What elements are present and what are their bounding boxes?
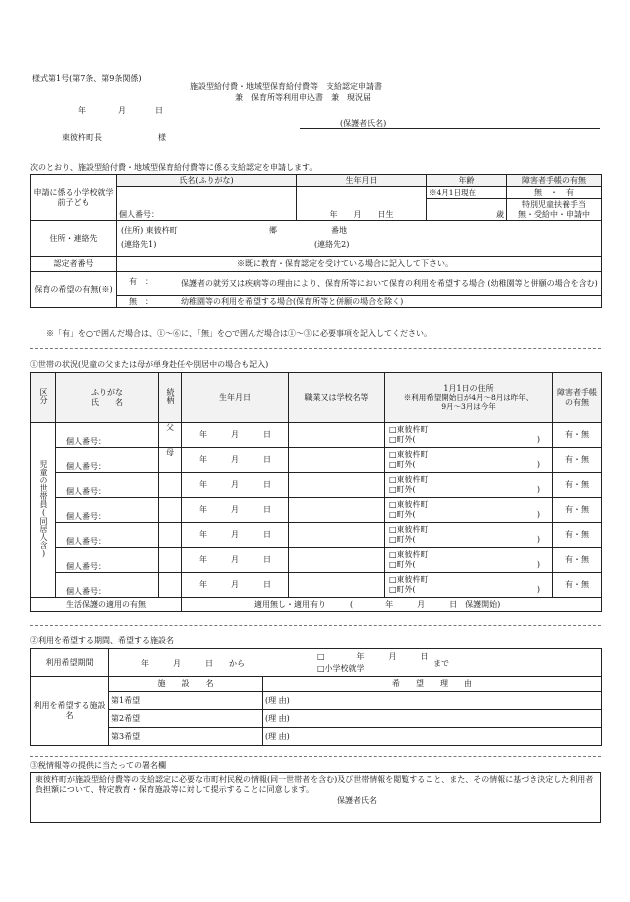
- member-addr-4[interactable]: □東彼杵町 □町外( ): [385, 498, 553, 523]
- member-dob-2[interactable]: 年 月 日: [182, 448, 289, 473]
- date-day: 日: [155, 106, 163, 115]
- member-dob-5[interactable]: 年 月 日: [182, 523, 289, 548]
- allowance-cell[interactable]: [507, 199, 602, 221]
- cert-label: 認定者番号: [31, 257, 117, 272]
- address-go: 郷: [269, 225, 277, 235]
- member-addr-5[interactable]: □東彼杵町 □町外( ): [385, 523, 553, 548]
- member-hb-5[interactable]: 有・無: [553, 523, 602, 548]
- member-name-4[interactable]: 個人番号：: [56, 498, 159, 523]
- h-kubun: 区分: [31, 373, 56, 423]
- member-dob-7[interactable]: 年 月 日: [182, 573, 289, 598]
- title-line-1: 施設型給付費・地域型保育給付費等 支給認定申請書: [190, 82, 382, 91]
- hope-yes: 有 ：: [129, 277, 153, 286]
- divider: [30, 348, 601, 349]
- member-rel-1[interactable]: 父: [159, 423, 182, 448]
- choice-3[interactable]: 第3希望: [109, 728, 263, 746]
- allowance-header: 特別児童扶養手当: [522, 199, 586, 209]
- hope-yes-text: 保護者の就労又は疾病等の理由により、保育所等において保育の利用を希望する場合 (幼稚園等と併願の場合を含む): [181, 278, 598, 288]
- member-hb-4[interactable]: 有・無: [553, 498, 602, 523]
- household-table: [30, 372, 602, 612]
- reason-3[interactable]: (理 由): [263, 728, 602, 746]
- cert-cell[interactable]: ※既に教育・保育認定を受けている場合に記入して下さい。: [117, 257, 602, 272]
- member-addr-1[interactable]: □東彼杵町 □町外( ): [385, 423, 553, 448]
- member-dob-3[interactable]: 年 月 日: [182, 473, 289, 498]
- period-to-date: □ 年 月 日: [317, 651, 429, 661]
- facility-label: 利用を希望する施設名: [31, 677, 109, 746]
- member-rel-5[interactable]: [159, 523, 182, 548]
- member-hb-7[interactable]: 有・無: [553, 573, 602, 598]
- child-table: [30, 174, 602, 308]
- addressee-suffix: 様: [158, 133, 166, 142]
- guardian-name-label: (保護者氏名): [340, 119, 387, 128]
- h-dob: 生年月日: [182, 373, 289, 423]
- member-dob-1[interactable]: 年 月 日: [182, 423, 289, 448]
- hope-label: 保育の希望の有無(※): [31, 272, 117, 308]
- title-line-2: 兼 保育所等利用申込書 兼 現況届: [235, 93, 371, 102]
- member-addr-6[interactable]: □東彼杵町 □町外( ): [385, 548, 553, 573]
- age-note: ※4月1日現在: [427, 187, 507, 199]
- addressee: 東彼杵町長: [62, 133, 102, 142]
- member-job-5[interactable]: [289, 523, 385, 548]
- hope-no-cell[interactable]: [117, 296, 602, 308]
- member-name-6[interactable]: 個人番号：: [56, 548, 159, 573]
- h-job: 職業又は学校名等: [289, 373, 385, 423]
- handbook-options[interactable]: 無 ・ 有: [507, 187, 602, 199]
- period-label: 利用希望期間: [31, 649, 109, 677]
- member-hb-6[interactable]: 有・無: [553, 548, 602, 573]
- address-label: 住所・連絡先: [31, 221, 117, 257]
- member-rel-7[interactable]: [159, 573, 182, 598]
- member-name-7[interactable]: 個人番号：: [56, 573, 159, 598]
- date-month: 月: [118, 106, 126, 115]
- period-cell[interactable]: [109, 649, 602, 677]
- member-addr-7[interactable]: □東彼杵町 □町外( ): [385, 573, 553, 598]
- member-name-1[interactable]: 個人番号：: [56, 423, 159, 448]
- form-number: 様式第1号(第7条、第9条関係): [32, 74, 142, 83]
- member-name-5[interactable]: 個人番号：: [56, 523, 159, 548]
- hope-yes-cell[interactable]: [117, 272, 602, 296]
- age-unit[interactable]: 歳: [427, 199, 507, 221]
- member-dob-4[interactable]: 年 月 日: [182, 498, 289, 523]
- child-dob-cell[interactable]: 年 月 日生: [297, 187, 427, 221]
- member-job-6[interactable]: [289, 548, 385, 573]
- h-name: ふりがな 氏 名: [56, 373, 159, 423]
- member-hb-2[interactable]: 有・無: [553, 448, 602, 473]
- member-dob-6[interactable]: 年 月 日: [182, 548, 289, 573]
- period-from: 年 月 日 から: [141, 658, 245, 668]
- period-made: まで: [433, 658, 449, 668]
- member-hb-3[interactable]: 有・無: [553, 473, 602, 498]
- guardian-name-line[interactable]: [300, 128, 600, 129]
- period-to-school: □小学校就学: [317, 663, 365, 673]
- member-addr-2[interactable]: □東彼杵町 □町外( ): [385, 448, 553, 473]
- consent-table: [30, 772, 601, 823]
- member-hb-1[interactable]: 有・無: [553, 423, 602, 448]
- address-cell[interactable]: [117, 221, 602, 257]
- consent-sign: 保護者氏名: [337, 796, 377, 806]
- member-job-2[interactable]: [289, 448, 385, 473]
- welfare-label: 生活保護の適用の有無: [31, 598, 182, 612]
- child-personal-number: 個人番号：: [119, 210, 159, 220]
- consent-text: 東彼杵町が施設型給付費等の支給認定に必要な市町村民税の情報(同一世帯者を含む)及び世帯情報を閲覧すること、また、その情報に基づき決定した利用者負担額について、特定教育・保育施設等に対して提示することに同意します。: [35, 775, 594, 794]
- reason-2[interactable]: (理 由): [263, 710, 602, 728]
- age-header: 年齢: [427, 175, 507, 187]
- member-name-3[interactable]: 個人番号：: [56, 473, 159, 498]
- member-rel-3[interactable]: [159, 473, 182, 498]
- member-addr-3[interactable]: □東彼杵町 □町外( ): [385, 473, 553, 498]
- welfare-cell[interactable]: 適用無し・適用有り ( 年 月 日 保護開始): [182, 598, 602, 612]
- member-job-1[interactable]: [289, 423, 385, 448]
- facility-table: [30, 648, 602, 746]
- address-banchi: 番地: [331, 225, 347, 235]
- member-job-7[interactable]: [289, 573, 385, 598]
- sec2-heading: ②利用を希望する期間、希望する施設名: [30, 636, 174, 645]
- sec1-heading: ①世帯の状況(児童の父または母が単身赴任や別居中の場合も記入): [30, 360, 269, 369]
- address-line: (住所) 東彼杵町: [121, 225, 178, 235]
- child-label: 申請に係る小学校就学前子ども: [31, 175, 117, 221]
- date-year: 年: [78, 106, 86, 115]
- member-rel-6[interactable]: [159, 548, 182, 573]
- handbook-header: 障害者手帳の有無: [507, 175, 602, 187]
- hope-no-text: 幼稚園等の利用を希望する場合(保育所等と併願の場合を除く): [181, 296, 404, 306]
- dob-header: 生年月日: [297, 175, 427, 187]
- sec3-heading: ③税情報等の提供に当たっての署名欄: [30, 761, 166, 770]
- reason-1[interactable]: (理 由): [263, 692, 602, 710]
- member-job-3[interactable]: [289, 473, 385, 498]
- h-handbook: 障害者手帳の有無: [553, 373, 602, 423]
- choice-1[interactable]: 第1希望: [109, 692, 263, 710]
- member-job-4[interactable]: [289, 498, 385, 523]
- contact-1: (連絡先1): [121, 239, 157, 249]
- side-label: 児童の世帯員(同居人含): [31, 423, 56, 598]
- member-rel-2[interactable]: 母: [159, 448, 182, 473]
- allowance-options: 無・受給中・申請中: [518, 209, 590, 219]
- intro-text: 次のとおり、施設型給付費・地域型保育給付費等に係る支給認定を申請します。: [30, 163, 318, 172]
- h-rel: 続柄: [159, 373, 182, 423]
- choice-2[interactable]: 第2希望: [109, 710, 263, 728]
- reason-header: 希 望 理 由: [263, 677, 602, 692]
- divider-2: [30, 625, 601, 626]
- member-name-2[interactable]: 個人番号：: [56, 448, 159, 473]
- footnote: ※「有」を○で囲んだ場合は、①～⑥に、「無」を○で囲んだ場合は①～③に必要事項を記入してください。: [46, 329, 432, 338]
- h-addr: 1月1日の住所 ※利用希望開始日が4月～8月は昨年、 9月～3月は今年: [385, 373, 553, 423]
- divider-3: [30, 756, 601, 757]
- member-rel-4[interactable]: [159, 498, 182, 523]
- name-header: 氏名(ふりがな): [117, 175, 297, 187]
- hope-no: 無 ：: [129, 297, 153, 306]
- contact-2: (連絡先2): [314, 239, 350, 249]
- child-name-cell[interactable]: [117, 187, 297, 221]
- consent-cell[interactable]: [31, 773, 601, 823]
- facility-name-header: 施 設 名: [109, 677, 263, 692]
